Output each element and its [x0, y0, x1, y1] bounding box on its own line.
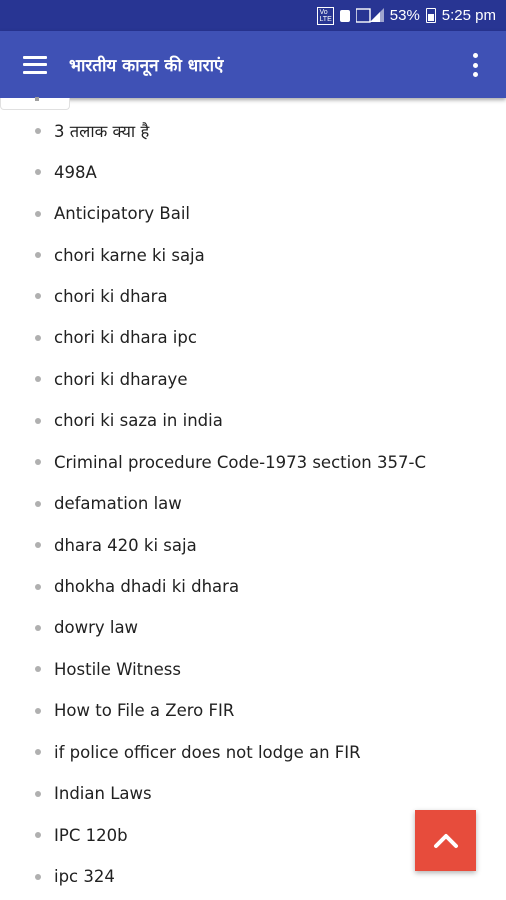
list-item-label: chori ki dhara ipc: [54, 328, 197, 348]
bullet-icon: [35, 169, 41, 175]
bullet-icon: [35, 501, 41, 507]
list-item[interactable]: [0, 234, 506, 275]
list-item-label: Hostile Witness: [54, 659, 181, 679]
bullet-icon: [35, 376, 41, 382]
list-item-label: 498A: [54, 162, 97, 182]
volte-icon: Vo LTE: [319, 8, 332, 23]
bullet-icon: [35, 584, 41, 590]
list-item[interactable]: [0, 317, 506, 358]
list-item[interactable]: [0, 151, 506, 192]
list-item[interactable]: [0, 649, 506, 690]
bullet-icon: [35, 749, 41, 755]
list-item[interactable]: [0, 400, 506, 441]
scroll-to-top-button[interactable]: [415, 810, 476, 871]
list-item[interactable]: [0, 690, 506, 731]
status-bar: [0, 0, 506, 31]
list-item-label: How to File a Zero FIR: [54, 701, 235, 721]
list-item-label: defamation law: [54, 494, 182, 514]
list-item-label: dhara 420 ki saja: [54, 535, 197, 555]
list-item[interactable]: [0, 607, 506, 648]
list-item[interactable]: [0, 732, 506, 773]
signal-icon: [356, 8, 384, 23]
bullet-icon: [35, 791, 41, 797]
list-item-label: Indian Laws: [54, 784, 152, 804]
list-item-label: chori ki dhara: [54, 286, 168, 306]
hamburger-menu-icon[interactable]: [23, 56, 47, 74]
list-item[interactable]: [0, 276, 506, 317]
list-item[interactable]: [0, 359, 506, 400]
bullet-icon: [35, 128, 41, 134]
bullet-icon: [35, 418, 41, 424]
bullet-icon: [35, 832, 41, 838]
list-item[interactable]: [0, 110, 506, 151]
list-item-label: Criminal procedure Code-1973 section 357-C: [54, 452, 426, 472]
list-item[interactable]: [0, 442, 506, 483]
list-item-label: Anticipatory Bail: [54, 204, 190, 224]
list-item-label: if police officer does not lodge an FIR: [54, 742, 361, 762]
app-title: भारतीय कानून की धाराएं: [69, 56, 224, 76]
list-item[interactable]: [0, 193, 506, 234]
list-item[interactable]: [0, 524, 506, 565]
bullet-icon: [35, 625, 41, 631]
battery-icon: [426, 8, 436, 23]
chevron-up-icon: [433, 833, 459, 849]
bullet-icon: [35, 459, 41, 465]
bullet-icon: [35, 666, 41, 672]
list-item-label: IPC 120b: [54, 825, 128, 845]
app-bar: [0, 31, 506, 98]
list-item-label: dhokha dhadi ki dhara: [54, 577, 240, 597]
law-sections-list: [0, 110, 506, 897]
card-edge: [0, 98, 70, 110]
list-item-label: ipc 324: [54, 867, 115, 887]
bullet-icon: [35, 211, 41, 217]
more-vert-icon[interactable]: [473, 53, 478, 77]
list-item[interactable]: [0, 773, 506, 814]
bullet-icon: [35, 252, 41, 258]
battery-percent: 53%: [389, 7, 420, 24]
list-item-label: 3 तलाक क्या है: [54, 122, 150, 142]
bullet-icon: [35, 874, 41, 880]
bullet-icon: [35, 293, 41, 299]
list-item[interactable]: [0, 566, 506, 607]
bullet-icon: [35, 542, 41, 548]
bullet-icon: [35, 335, 41, 341]
bullet-icon: [35, 708, 41, 714]
notification-icon: [340, 10, 350, 22]
list-item-label: chori ki dharaye: [54, 369, 188, 389]
list-item-label: chori ki saza in india: [54, 411, 223, 431]
list-item-label: chori karne ki saja: [54, 245, 205, 265]
list-item[interactable]: [0, 483, 506, 524]
list-item-label: dowry law: [54, 618, 139, 638]
clock: 5:25 pm: [441, 7, 496, 24]
